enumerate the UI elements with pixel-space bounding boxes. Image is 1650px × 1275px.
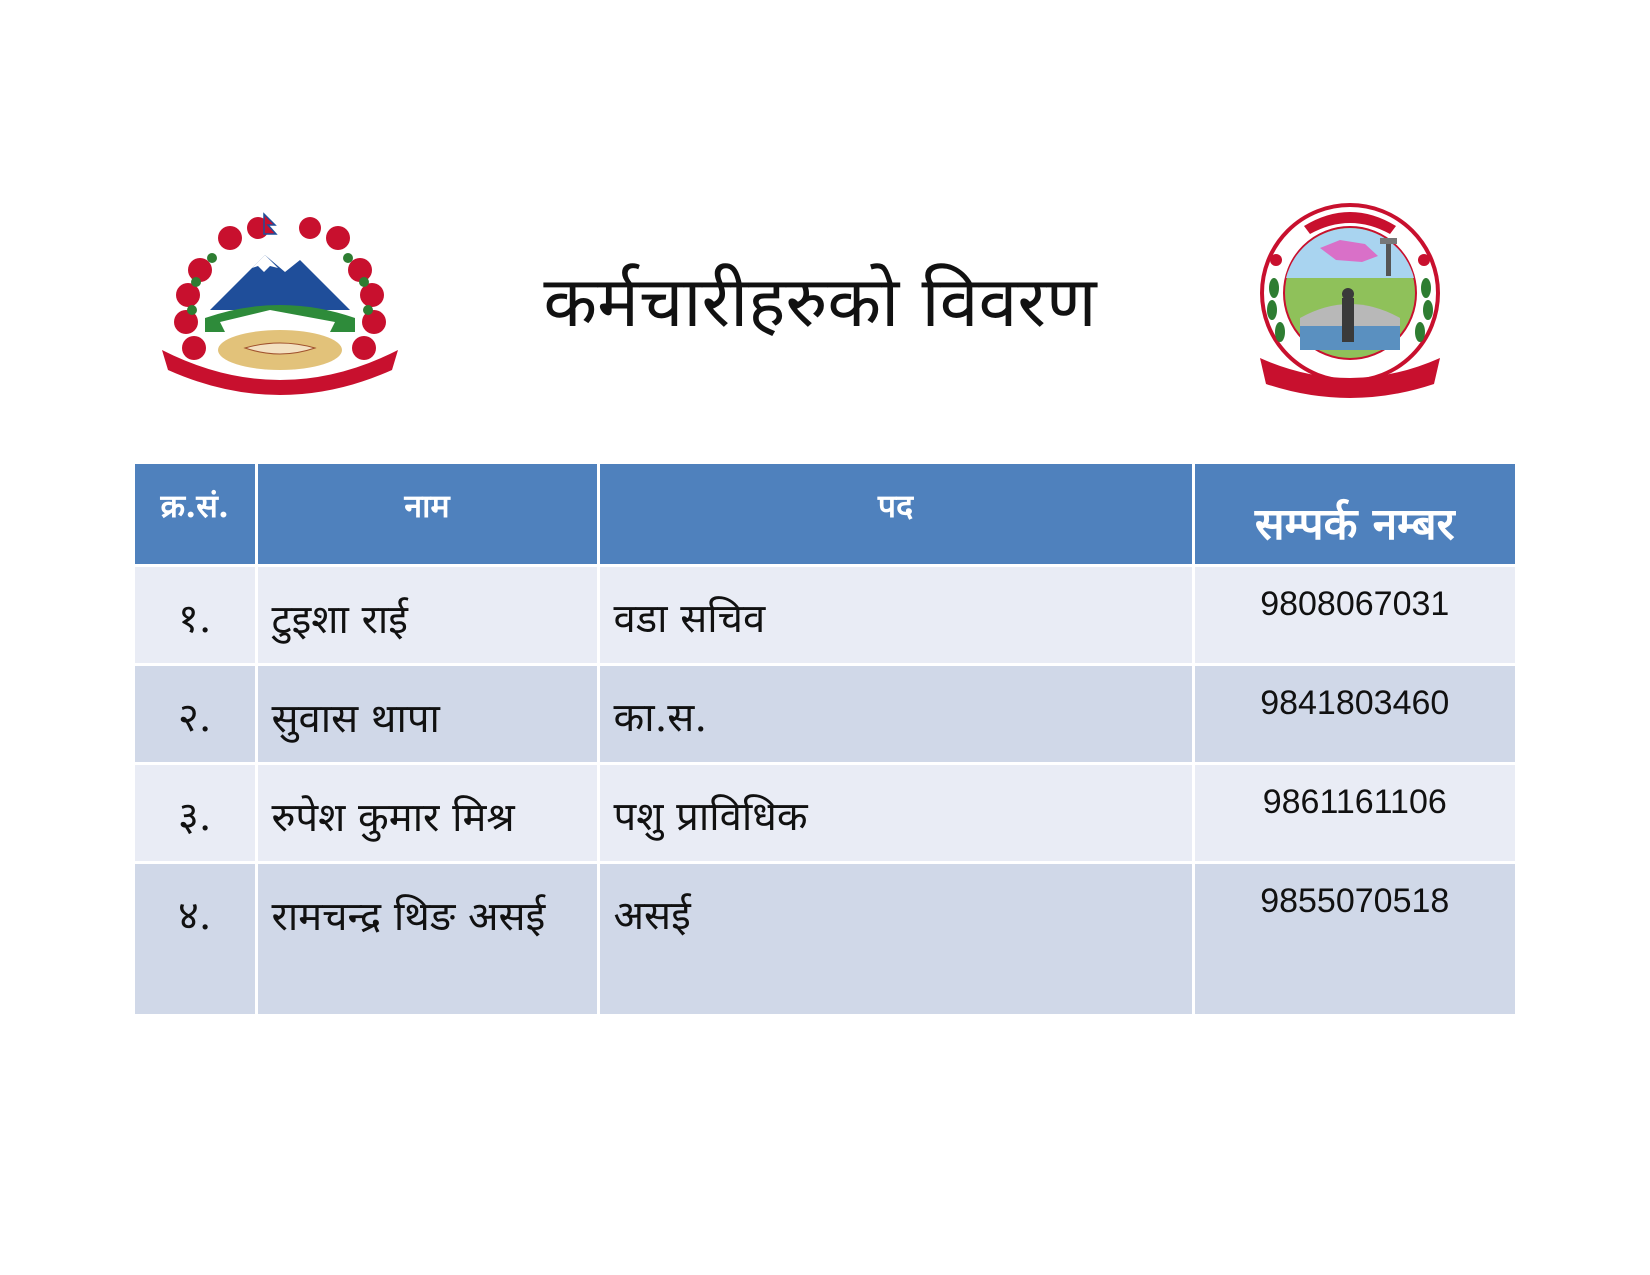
row-name: टुइशा राई bbox=[256, 566, 598, 665]
row-name: रामचन्द्र थिङ असई bbox=[256, 863, 598, 1015]
table-row bbox=[135, 863, 1515, 1015]
row-name: सुवास थापा bbox=[256, 665, 598, 764]
row-phone: 9861161106 bbox=[1193, 764, 1515, 863]
row-post: पशु प्राविधिक bbox=[598, 764, 1193, 863]
row-name: रुपेश कुमार मिश्र bbox=[256, 764, 598, 863]
page-title: कर्मचारीहरुको विवरण bbox=[543, 261, 1097, 343]
row-phone: 9855070518 bbox=[1193, 863, 1515, 1015]
header-post: पद bbox=[598, 464, 1193, 566]
row-sn: १. bbox=[135, 566, 256, 665]
header-contact: सम्पर्क नम्बर bbox=[1193, 464, 1515, 566]
staff-table bbox=[135, 464, 1515, 1014]
row-phone: 9808067031 bbox=[1193, 566, 1515, 665]
row-post: असई bbox=[598, 863, 1193, 1015]
nepal-government-emblem-icon bbox=[160, 210, 400, 410]
table-row bbox=[135, 566, 1515, 665]
row-post: वडा सचिव bbox=[598, 566, 1193, 665]
row-sn: ४. bbox=[135, 863, 256, 1015]
row-sn: २. bbox=[135, 665, 256, 764]
row-phone: 9841803460 bbox=[1193, 665, 1515, 764]
header-name: नाम bbox=[256, 464, 598, 566]
table-row bbox=[135, 665, 1515, 764]
row-post: का.स. bbox=[598, 665, 1193, 764]
header-sn: क्र.सं. bbox=[135, 464, 256, 566]
thaha-municipality-logo-icon bbox=[1250, 198, 1450, 403]
table-row bbox=[135, 764, 1515, 863]
table-header-row bbox=[135, 464, 1515, 566]
row-sn: ३. bbox=[135, 764, 256, 863]
